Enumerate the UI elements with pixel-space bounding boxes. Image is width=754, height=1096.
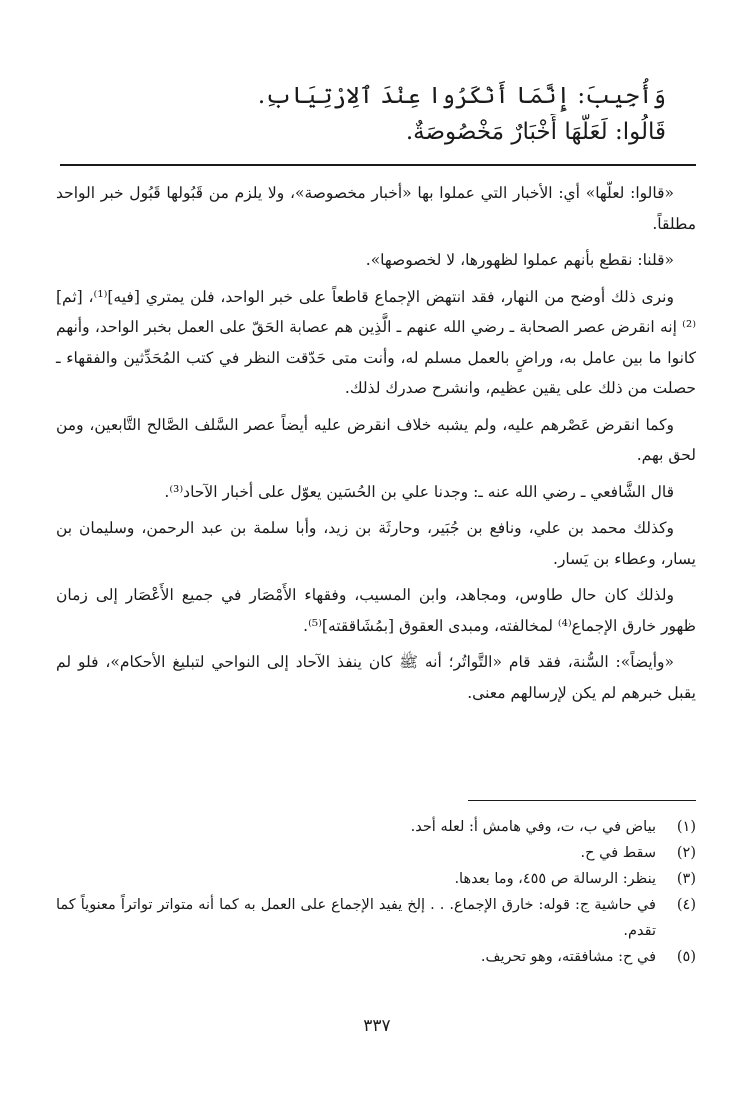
matn-separator-rule (60, 164, 696, 166)
footnotes (56, 814, 696, 970)
footnote (56, 814, 696, 840)
footnote-text: ينظر: الرسالة ص ٤٥٥، وما بعدها. (454, 871, 656, 887)
footnote-text: سقط في ح. (580, 845, 656, 861)
footnote-text: بياض في ب، ت، وفي هامش أ: لعله أحد. (410, 819, 656, 835)
footnote-text: في ح: مشافقته، وهو تحريف. (480, 949, 656, 965)
footnote-number: (٤) (676, 897, 696, 913)
matn-verse-2: قَالُوا: لَعَلَّهَا أَخْبَارٌ مَخْصُوصَةٌ. (405, 119, 666, 145)
footnote-number: (٢) (676, 845, 696, 861)
footnote (56, 866, 696, 892)
commentary-paragraph-1: «قالوا: لعلّها» أي: الأخبار التي عملوا بها «أخبار مخصوصة»، ولا يلزم من قَبُولها قَبُول خبر الواحد مطلقاً. (56, 184, 696, 233)
commentary-paragraph-7: ولذلك كان حال طاوس، ومجاهد، وابن المسيب، وفقهاء الأَمْصَار في جميع الأَعْصَار إلى زمان ظهور خارق الإجماع⁽⁴⁾ لمخالفته، ومبدى العقوق [بمُشَاققته]⁽⁵⁾. (56, 586, 696, 635)
footnote (56, 840, 696, 866)
commentary-paragraph-5: قال الشَّافعي ـ رضي الله عنه ـ: وجدنا علي بن الحُسَين يعوّل على أخبار الآحاد⁽³⁾. (164, 482, 674, 501)
page-number: ٣٣٧ (363, 1016, 391, 1036)
footnote (56, 892, 696, 944)
commentary-paragraph-8: «وأيضاً»: السُّنة، فقد قام «التَّواتُر؛ أنه ﷺ كان ينفذ الآحاد إلى النواحي لتبليغ الأحكام»، فلو لم يقبل خبرهم لم يكن لإرسالهم معنى. (56, 653, 696, 702)
commentary-paragraph-2: «قلنا: نقطع بأنهم عملوا لظهورها، لا لخصوصها». (365, 251, 674, 269)
footnote-number: (٣) (676, 871, 696, 887)
commentary-paragraph-6: وكذلك محمد بن علي، ونافع بن جُبَير، وحارثَة بن زيد، وأبا سلمة بن عبد الرحمن، وسليمان بن يسار، وعطاء بن يَسار. (56, 519, 696, 568)
footnote-number: (١) (676, 819, 696, 835)
footnote (56, 944, 696, 970)
commentary-paragraph-4: وكما انقرض عَصْرهم عليه، ولم يشبه خلاف انقرض عليه أيضاً عصر السَّلف الصَّالح التَّابعين، ومن لحق بهم. (56, 415, 696, 464)
matn-verse-1: وَأُجِيبَ: إِنَّمَا أَنْكَرُوا عِنْدَ ٱلِارْتِيَابِ. (257, 83, 666, 109)
footnote-separator-rule (468, 800, 696, 801)
commentary-body (56, 178, 696, 714)
commentary-paragraph-3: ونرى ذلك أوضح من النهار، فقد انتهض الإجماع قاطعاً على خبر الواحد، فلن يمتري [فيه]⁽¹⁾، [ثم]⁽²⁾ إنه انقرض عصر الصحابة ـ رضي الله عنهم ـ الَّذِين هم عصابة الحَقّ على العمل بخبر الواحد، وأنهم كانوا ما بين عامل به، وراضٍ بالعمل مسلم له، وأنت متى حَدّقت النظر في كتب المُحَدِّثين والفقهاء ـ حصلت من ذلك على يقين عظيم، وانشرح صدرك لذلك. (56, 287, 696, 397)
footnote-text: في حاشية ج: قوله: خارق الإجماع. . . إلخ يفيد الإجماع على العمل به كما أنه متواتر تواتراً معنوياً كما تقدم. (56, 897, 656, 939)
footnote-number: (٥) (676, 949, 696, 965)
